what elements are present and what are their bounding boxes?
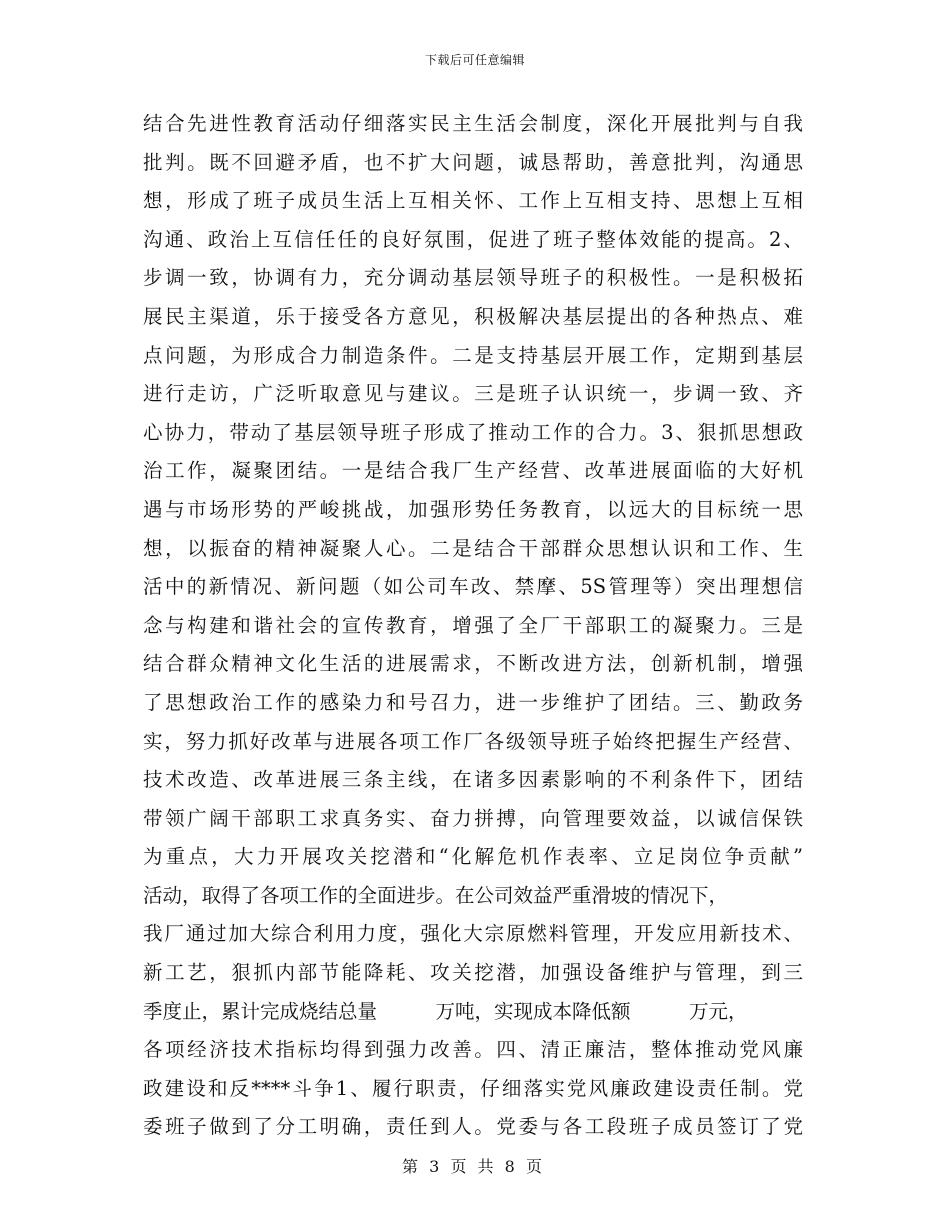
text-line: 活动，取得了各项工作的全面进步。在公司效益严重滑坡的情况下，	[143, 883, 729, 907]
text-line: 新工艺，狠抓内部节能降耗、攻关挖潜，加强设备维护与管理，到三	[143, 961, 803, 985]
text-line: 想，形成了班子成员生活上互相关怀、工作上互相支持、思想上互相	[143, 189, 803, 213]
text-line: 各项经济技术指标均得到强力改善。四、清正廉洁，整体推动党风廉	[143, 1038, 803, 1062]
page-number-unit: 页	[450, 1157, 467, 1176]
text-line: 点问题，为形成合力制造条件。二是支持基层开展工作，定期到基层	[143, 343, 803, 367]
text-line: 念与构建和谐社会的宣传教育，增强了全厂干部职工的凝聚力。三是	[143, 613, 803, 637]
text-line: 实，努力抓好改革与进展各项工作厂各级领导班子始终把握生产经营、	[143, 729, 803, 753]
text-line: 我厂通过加大综合利用力度，强化大宗原燃料管理，开发应用新技术、	[143, 922, 803, 946]
text-line: 遇与市场形势的严峻挑战，加强形势任务教育，以远大的目标统一思	[143, 497, 803, 521]
page-total-label: 共	[477, 1157, 494, 1176]
text-line: 心协力，带动了基层领导班子形成了推动工作的合力。3、狠抓思想政	[143, 420, 803, 444]
text-line: 批判。既不回避矛盾，也不扩大问题，诚恳帮助，善意批判，沟通思	[143, 150, 803, 174]
page-footer	[0, 1157, 950, 1177]
text-line: 了思想政治工作的感染力和号召力，进一步维护了团结。三、勤政务	[143, 690, 803, 714]
text-line: 步调一致，协调有力，充分调动基层领导班子的积极性。一是积极拓	[143, 266, 803, 290]
text-line: 治工作，凝聚团结。一是结合我厂生产经营、改革进展面临的大好机	[143, 459, 803, 483]
text-line: 政建设和反****斗争1、履行职责，仔细落实党风廉政建设责任制。党	[143, 1076, 803, 1100]
total-pages-number: 8	[504, 1157, 515, 1176]
text-line: 带领广阔干部职工求真务实、奋力拼搏，向管理要效益，以诚信保铁	[143, 806, 803, 830]
text-line: 结合群众精神文化生活的进展需求，不断改进方法，创新机制，增强	[143, 652, 803, 676]
text-line: 想，以振奋的精神凝聚人心。二是结合干部群众思想认识和工作、生	[143, 536, 803, 560]
current-page-number: 3	[429, 1157, 440, 1176]
text-line: 沟通、政治上互信任任的良好氛围，促进了班子整体效能的提高。2、	[143, 227, 803, 251]
text-line: 进行走访，广泛听取意见与建议。三是班子认识统一，步调一致、齐	[143, 382, 803, 406]
body-text	[143, 105, 803, 1147]
text-line: 季度止，累计完成烧结总量 万吨，实现成本降低额 万元，	[143, 999, 748, 1023]
page-header: 下载后可任意编辑	[424, 53, 525, 67]
text-line: 展民主渠道，乐于接受各方意见，积极解决基层提出的各种热点、难	[143, 304, 803, 328]
text-line: 为重点，大力开展攻关挖潜和“化解危机作表率、立足岗位争贡献”	[143, 845, 803, 869]
text-line: 委班子做到了分工明确，责任到人。党委与各工段班子成员签订了党	[143, 1115, 803, 1139]
text-line: 技术改造、改革进展三条主线，在诸多因素影响的不利条件下，团结	[143, 768, 803, 792]
page-number-prefix: 第	[402, 1157, 419, 1176]
text-line: 活中的新情况、新问题（如公司车改、禁摩、5S管理等）突出理想信	[143, 575, 803, 599]
page-total-unit: 页	[525, 1157, 542, 1176]
text-line: 结合先进性教育活动仔细落实民主生活会制度，深化开展批判与自我	[143, 112, 803, 135]
